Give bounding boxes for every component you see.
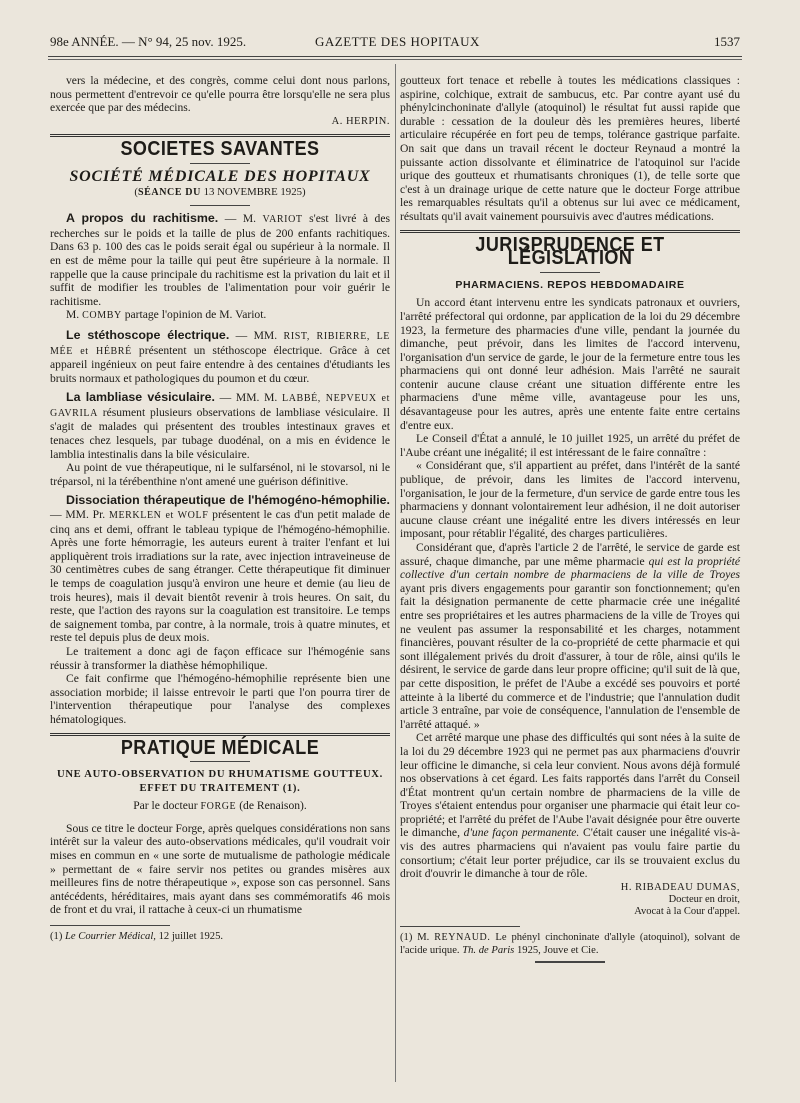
title-underline — [190, 163, 250, 164]
footnote-date: 12 juillet 1925. — [158, 930, 224, 942]
juris-signature: H. RIBADEAU DUMAS, — [620, 881, 740, 893]
continued-paragraph: goutteux fort tenace et rebelle à toutes les médications classiques : aspirine, colchique, extrait de sambucus, etc. Par contre ayant usé du phénylcinchoninate d'allyle (atoquinol) le résultat fut aussi rapide que durable : cessation de la douleur dès les premières heures, liberté articulaire récupérée en fort peu de temps, tolérance gastrique parfaite. On sait que dans un travail récent le docteur Reynaud a montré la puissante action dissolvante et éliminatrice de l'atoquinol sur l'acide urique des goutteux et rhumatisants chroniques (1), de telle sorte que c'est à un drainage urique de cette nature que le docteur Forge attribue les remarquables résultats qu'il a obtenus sur lui avec ce médicament, résultats qu'il avait vainement poursuivis avec d'autres médications. — [400, 74, 740, 223]
section-rule — [50, 733, 390, 736]
footnote-text: Le phényl cinchoninate d'allyle (atoquinol), solvant de l'acide urique. — [400, 932, 741, 957]
item-author-lead: — MM. Pr. — [50, 508, 106, 522]
society-item — [50, 645, 390, 672]
page-header — [50, 34, 740, 54]
article-title-line-1: UNE AUTO-OBSERVATION DU RHUMATISME GOUTTEUX. — [56, 769, 383, 781]
pratique-paragraph: Sous ce titre le docteur Forge, après quelques considérations non sans intérêt sur la valeur des auto-observations médicales, qu'il voudrait voir mises en commun en « une sorte de mutualisme de pathologie médicale » permettant de « faire servir nos petites ou grandes misères aux meilleures fins de notre thérapeutique », expose son cas personnel. Sans antécédents, héréditaires, mais ayant dans ses commémoratifs 46 mois de front et du vrai, il rattache à ceux-ci un rhumatisme — [50, 821, 390, 917]
society-items — [50, 212, 390, 726]
juris-p5-end: C'était causer une inégalité vis-à-vis des autres pharmaciens qui n'avaient pas voulu faire partie du consortium; c'était leur porter préjudice, car ils se trouvaient exclus du droit d'ouvrir le dimanche à tour de rôle. — [400, 826, 741, 881]
juris-p4-start: Considérant que, d'après l'article 2 de l'arrêté, le service de garde est assuré, chaque dimanche, par une même pharmacie — [400, 541, 740, 568]
item-authors: LABBÉ, NEPVEUX et GAVRILA — [50, 393, 390, 419]
item-authors: RIST, RIBIERRE, LE MÉE et HÉBRÉ — [50, 330, 391, 357]
section-title-pratique: PRATIQUE MÉDICALE — [120, 736, 320, 759]
juris-paragraph-4 — [400, 541, 740, 731]
item-heading: La lambliase vésiculaire. — [66, 390, 215, 405]
juris-paragraph-5 — [400, 731, 740, 881]
society-item — [50, 494, 390, 645]
byline-post: (de Renaison). — [239, 799, 307, 813]
society-name: SOCIÉTÉ MÉDICALE DES HOPITAUX — [69, 167, 371, 185]
section-rule — [50, 134, 390, 137]
society-item — [50, 329, 390, 385]
juris-p5-start: Cet arrêté marque une phase des difficultés qui sont nées à la suite de la loi du 29 décembre 1923 qui ne permet pas aux pharmaciens d'ouvrir leur officine le dimanche, si cela leur convient. Nous avons déjà formulé nos observations à cet égard. Les faits rapportés dans l'arrêt du Conseil d'État montrent qu'un certain nombre de pharmaciens de la ville de Troyes s'étaient entendus pour organiser une pharmacie qui était leur co-propriété; et l'arrêté du préfet de l'Aube l'avait désignée pour être ouverte le dimanche, — [400, 731, 740, 840]
juris-footnote — [400, 931, 740, 957]
byline-pre: Par le docteur — [133, 799, 198, 813]
footnote-journal: Le Courrier Médical, — [65, 930, 156, 942]
juris-paragraph-2: Le Conseil d'État a annulé, le 10 juillet 1925, un arrêté du préfet de l'Aube créant une inégalité; il est intéressant de le faire connaître : — [400, 432, 740, 459]
article-subheading: PHARMACIENS. REPOS HEBDOMADAIRE — [455, 278, 685, 291]
item-body: Au point de vue thérapeutique, ni le sulfarsénol, ni le stovarsol, ni le tréparsol, ni la térébenthine n'ont amené une guérison définitive. — [50, 461, 390, 488]
seance-underline — [190, 205, 250, 206]
header-rule — [48, 56, 742, 60]
section-title-jurisprudence: JURISPRUDENCE ET LÉGISLATION — [475, 233, 665, 270]
byline-author: FORGE — [200, 801, 237, 813]
footnote-rule — [50, 925, 170, 926]
juris-p4-end: ayant pris divers engagements pour garantir son fonctionnement; qu'en fait la désignation permanente de cette pharmacie crée une inégalité entre ses propriétaires et les autres pharmaciens de la ville de Troyes qui ne veulent pas assumer la responsabilité et les charges, notamment financières, pouvant résulter de la co-propriété de cette pharmacie et qui sont illégalement privés du droit d'assurer, à tour de rôle, ainsi qu'ils le désirent, le service de garde dans leur propre officine; qu'il suit de là que, par cette disposition, le préfet de l'Aube a excédé ses pouvoirs et porté atteinte à la liberté du commerce et de l'industrie; que l'annulation dudit article 3 entraîne, par voie de conséquence, l'annulation de l'ensemble de l'arrêté attaqué. » — [400, 581, 740, 731]
seance-date — [50, 186, 390, 200]
juris-paragraph-1: Un accord étant intervenu entre les syndicats patronaux et ouvriers, l'arrêté préfectoral qui ordonne, par application de la loi du 29 décembre 1923, la fermeture des pharmacies d'une ville, pendant la journée du dimanche, peut prévoir, dans les limites de l'accord intervenu, l'organisation d'un service de garde, le jour de la fermeture entre tous les pharmaciens qui ont donné leur adhésion. Mais l'arrêté ne saurait contenir aucune clause créant une situation différente entre les pharmaciens d'une même ville, avantageuse pour les uns, désavantageuse pour les autres, après une entente faite entre certains d'entre eux. — [400, 296, 740, 432]
seance-label: SÉANCE DU — [137, 186, 201, 198]
intro-signature: A. HERPIN. — [331, 115, 390, 127]
juris-p4-italic: qui est la propriété collective d'un certain nombre de pharmaciens de la ville de Troyes — [400, 554, 740, 582]
signature-affiliation: Avocat à la Cour d'appel. — [634, 906, 740, 918]
article-title — [50, 768, 390, 796]
society-item — [50, 672, 390, 726]
item-author-lead: M. — [66, 308, 80, 322]
section-title-societes: SOCIETES SAVANTES — [120, 138, 320, 161]
footnote-italic: Th. de Paris — [462, 945, 515, 957]
society-item — [50, 212, 390, 308]
section-rule — [400, 230, 740, 233]
end-ornament — [535, 961, 605, 963]
column-divider — [395, 64, 396, 1082]
footnote-number: (1) — [50, 930, 63, 942]
article-byline — [50, 799, 390, 814]
footnote-rule — [400, 926, 520, 927]
footnote-author: REYNAUD. — [434, 932, 491, 944]
item-heading: Dissociation thérapeutique de l'hémogéno-hémophilie. — [66, 493, 390, 508]
right-column — [400, 74, 740, 967]
item-author-lead: — MM. M. — [219, 391, 278, 405]
article-title-line-2: EFFET DU TRAITEMENT (1). — [139, 783, 301, 795]
item-body: partage l'opinion de M. Variot. — [124, 308, 267, 322]
footnote-end: 1925, Jouve et Cie. — [516, 945, 599, 957]
intro-paragraph: vers la médecine, et des congrès, comme celui dont nous parlons, nous permettent d'entrevoir ce qu'elle pourra être lorsqu'elle ne sera plus exercée que par des médecins. — [50, 74, 390, 115]
issue-info: 98e ANNÉE. — N° 94, 25 nov. 1925. — [50, 34, 247, 49]
item-author-lead: — MM. — [235, 328, 278, 342]
footnote-number: (1) M. — [400, 932, 430, 944]
item-authors: MERKLEN et WOLF — [108, 510, 209, 522]
seance-year: 1925) — [280, 185, 306, 198]
item-body: Le traitement a donc agi de façon efficace sur l'hémogénie sans réussir à transformer la diathèse hémophilique. — [50, 644, 390, 672]
item-authors: VARIOT — [262, 214, 303, 226]
title-underline — [190, 761, 250, 762]
page-number: 1537 — [714, 34, 740, 49]
item-authors: COMBY — [82, 310, 122, 322]
juris-paragraph-3: « Considérant que, s'il appartient au préfet, dans l'intérêt de la santé publique, de prévoir, dans les limites de l'accord intervenu, l'organisation, le jour de la fermeture, d'un service de garde entre tous les pharmaciens y donnant volontairement leur adhésion, il ne doit autoriser aucune clause créant une inégalité entre les divers intéressés en leur imposant, pour rétablir l'égalité, des charges particulières. — [400, 459, 740, 541]
pratique-footnote — [50, 930, 390, 943]
item-heading: A propos du rachitisme. — [66, 211, 219, 226]
left-column — [50, 74, 390, 943]
journal-title: GAZETTE DES HOPITAUX — [315, 34, 480, 49]
title-underline — [540, 272, 600, 273]
society-item — [50, 461, 390, 488]
item-body: résument plusieurs observations de lambliase vésiculaire. Il s'agit de malades qui présentent des troubles intestinaux graves et tenaces chez lesquels, par tubage duodénal, on a mis en évidence le lamblia intestinalis dans la bile vésiculaire. — [50, 405, 390, 461]
item-heading: Le stéthoscope électrique. — [66, 327, 230, 342]
seance-day: 13 NOVEMBRE — [203, 185, 278, 198]
item-body: présentent un stéthoscope électrique. Grâce à cet appareil ingénieux on peut faire entendre à des centaines d'étudiants les bruits normaux et pathologiques du poumon et du cœur. — [50, 343, 390, 385]
signature-title: Docteur en droit, — [668, 894, 740, 906]
item-author-lead: — M. — [224, 212, 257, 226]
item-body: présentent le cas d'un petit malade de cinq ans et demi, offrant le tableau typique de l'hémogéno-hémophilie. Après une forte hémorragie, les auteurs eurent à traiter l'enfant et lui appliquèrent trois irradiations sur la rate, avec injection intraveineuse de 30 centimètres cubes de sang étranger. Cette thérapeutique fit diminuer le temps de coagulation jusqu'à environ une heure et demie (au lieu de trois heures), mais il devait bientôt revenir à trois heures. On sait, du reste, que l'action des rayons sur la coagulation est transitoire. Le temps de saignement tomba, par contre, à la normale, trois à quatre minutes, et reste tel depuis plus de deux mois. — [50, 508, 390, 645]
item-body: Ce fait confirme que l'hémogéno-hémophilie représente bien une association morbide; il laisse entrevoir le parti que l'on pourra tirer de l'intervention thérapeutique pour l'analyse des complexes hématologiques. — [50, 672, 390, 726]
juris-p5-italic: d'une façon permanente. — [463, 826, 580, 840]
society-item — [50, 391, 390, 461]
item-body: s'est livré à des recherches sur le poids et la taille de plus de 200 enfants rachitiques. Dans 63 p. 100 des cas le poids serait égal ou supérieur à la normale. Il en est de même pour la taille qui peut être supérieure à la normale. Il rappelle que la cause principale du rachitisme est la privation du lait et il suffit de modifier les troubles de l'alimentation pour voir guérir le rachitisme. — [50, 212, 391, 308]
society-item — [50, 308, 390, 323]
seance-paren: ( — [134, 185, 138, 198]
